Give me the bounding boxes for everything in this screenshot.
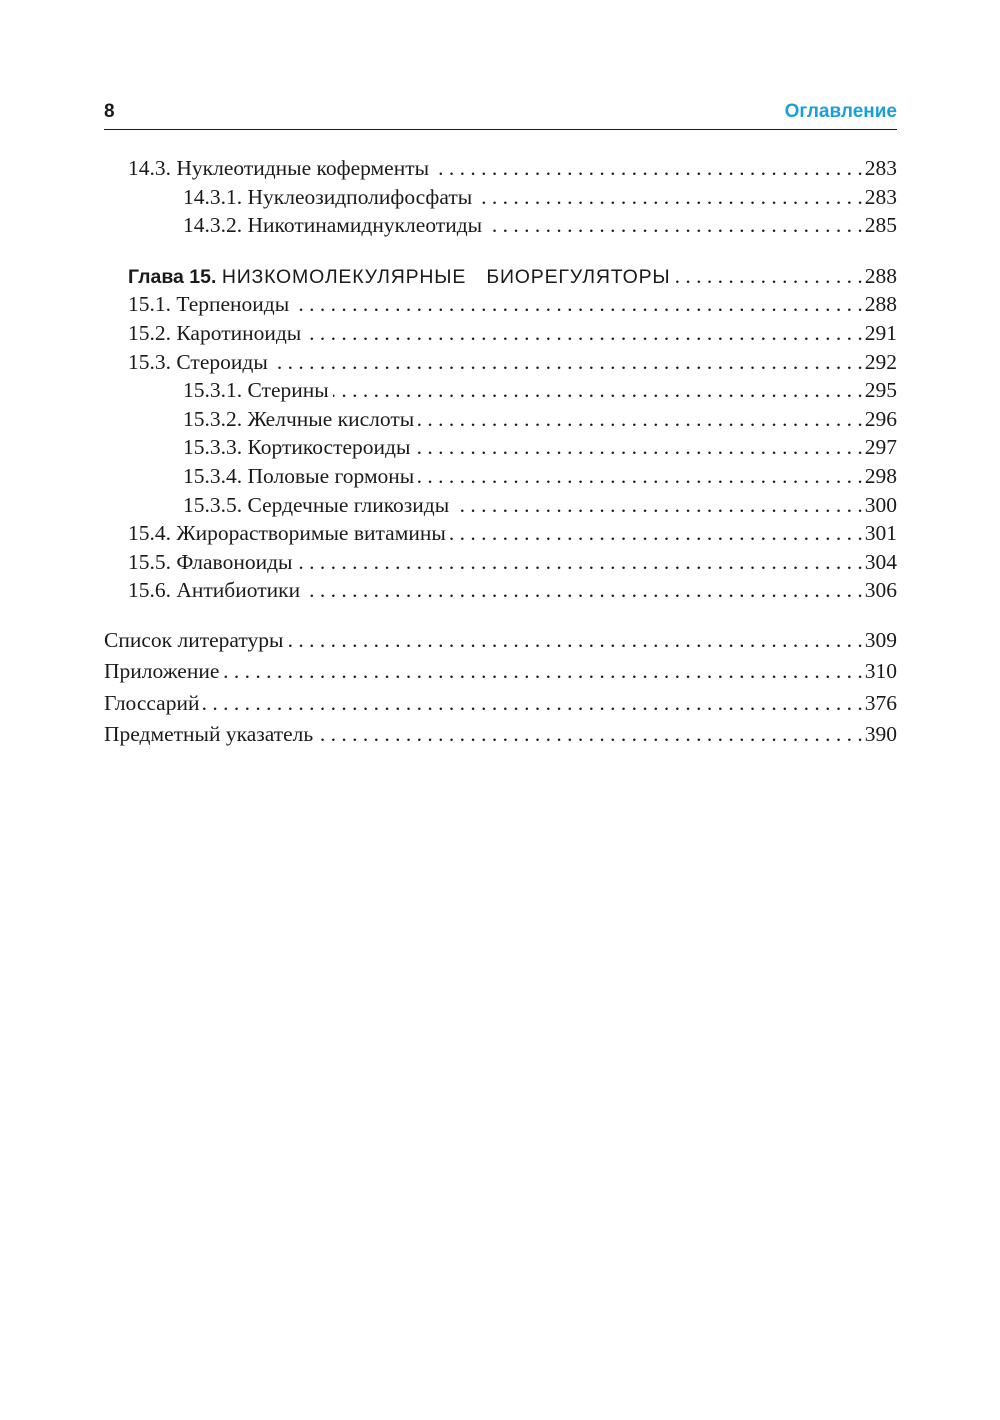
toc-entry-page: 285 xyxy=(864,213,897,238)
dot-leader xyxy=(476,183,863,212)
toc-entry-label: 15.3. Стероиды xyxy=(128,348,272,377)
toc-entry-page: 283 xyxy=(864,156,897,180)
toc-entry-15-4[interactable] xyxy=(104,519,897,548)
toc-entry-page: 309 xyxy=(864,627,897,652)
toc-entry-15-3-4[interactable] xyxy=(104,462,897,491)
toc-entry-appendix[interactable] xyxy=(104,656,897,688)
dot-leader xyxy=(305,319,863,348)
toc-entry-label: 15.1. Терпеноиды xyxy=(128,290,293,319)
toc-entry-page: 288 xyxy=(864,292,897,317)
toc-entry-page: 376 xyxy=(864,690,897,715)
toc-entry-label: Список литературы xyxy=(104,625,287,657)
toc-entry-page: 310 xyxy=(864,659,897,684)
toc-entry-label: 14.3.2. Никотинамиднуклеотиды xyxy=(183,211,486,240)
toc-entry-15-5[interactable] xyxy=(104,548,897,577)
toc-entry-label: 15.3.2. Желчные кислоты xyxy=(183,405,418,434)
dot-leader xyxy=(433,154,863,183)
toc-entry-15-3-2[interactable] xyxy=(104,405,897,434)
toc-entry-page: 292 xyxy=(864,349,897,374)
toc-entry-label: 15.3.1. Стерины xyxy=(183,376,333,405)
dot-leader xyxy=(317,719,863,751)
dot-leader xyxy=(203,688,862,720)
dot-leader xyxy=(287,625,862,657)
toc-entry-page: 301 xyxy=(864,521,897,546)
toc-entry-15-2[interactable] xyxy=(104,319,897,348)
toc-entry-page: 306 xyxy=(864,578,897,603)
toc-entry-page: 288 xyxy=(864,263,897,288)
toc-entry-label: 15.3.5. Сердечные гликозиды xyxy=(183,491,453,520)
toc-entry-15-3-5[interactable] xyxy=(104,491,897,520)
toc-entry-label: 15.6. Антибиотики xyxy=(128,576,304,605)
toc-entry-references[interactable] xyxy=(104,625,897,657)
toc-entry-page: 295 xyxy=(864,378,897,403)
dot-leader xyxy=(333,376,863,405)
chapter-number: Глава 15. xyxy=(128,265,217,288)
toc-entry-page: 283 xyxy=(864,184,897,209)
dot-leader xyxy=(304,576,863,605)
dot-leader xyxy=(486,211,863,240)
toc-entry-glossary[interactable] xyxy=(104,688,897,720)
toc-entry-label: 15.4. Жирорастворимые витамины xyxy=(128,519,450,548)
page-number: 8 xyxy=(104,101,115,122)
toc-entry-page: 298 xyxy=(864,463,897,488)
dot-leader xyxy=(453,491,863,520)
dot-leader xyxy=(272,348,863,377)
running-head xyxy=(104,99,897,130)
toc-entry-label: 15.5. Флавоноиды xyxy=(128,548,296,577)
dot-leader xyxy=(293,290,863,319)
table-of-contents xyxy=(104,154,897,751)
toc-entry-15-3-1[interactable] xyxy=(104,376,897,405)
toc-entry-label: 14.3.1. Нуклеозидполифосфаты xyxy=(183,183,476,212)
toc-entry-label: 15.2. Каротиноиды xyxy=(128,319,305,348)
toc-entry-14-3[interactable] xyxy=(104,154,897,183)
toc-entry-label: 15.3.4. Половые гормоны xyxy=(183,462,418,491)
dot-leader xyxy=(223,656,862,688)
dot-leader xyxy=(414,433,862,462)
toc-entry-subject-index[interactable] xyxy=(104,719,897,751)
toc-entry-page: 296 xyxy=(864,406,897,431)
toc-entry-page: 304 xyxy=(864,549,897,574)
toc-entry-label: Приложение xyxy=(104,656,223,688)
toc-entry-15-1[interactable] xyxy=(104,290,897,319)
toc-entry-page: 390 xyxy=(864,722,897,747)
dot-leader xyxy=(674,262,862,291)
dot-leader xyxy=(418,405,863,434)
toc-entry-15-6[interactable] xyxy=(104,576,897,605)
toc-entry-page: 291 xyxy=(864,320,897,345)
chapter-heading xyxy=(128,263,674,292)
dot-leader xyxy=(450,519,863,548)
toc-entry-15-3[interactable] xyxy=(104,348,897,377)
dot-leader xyxy=(296,548,862,577)
toc-entry-page: 300 xyxy=(864,492,897,517)
chapter-title: НИЗКОМОЛЕКУЛЯРНЫЕ БИОРЕГУЛЯТОРЫ xyxy=(221,265,671,288)
dot-leader xyxy=(418,462,862,491)
toc-entry-label: Предметный указатель xyxy=(104,719,317,751)
section-spacer xyxy=(104,605,897,625)
toc-entry-page: 297 xyxy=(864,435,897,460)
section-title: Оглавление xyxy=(784,101,897,122)
toc-entry-15-3-3[interactable] xyxy=(104,433,897,462)
toc-entry-14-3-2[interactable] xyxy=(104,211,897,240)
toc-entry-label: 14.3. Нуклеотидные коферменты xyxy=(128,154,433,183)
toc-chapter-15[interactable] xyxy=(104,262,897,291)
toc-entry-label: Глоссарий xyxy=(104,688,203,720)
toc-entry-label: 15.3.3. Кортикостероиды xyxy=(183,433,414,462)
toc-entry-14-3-1[interactable] xyxy=(104,183,897,212)
